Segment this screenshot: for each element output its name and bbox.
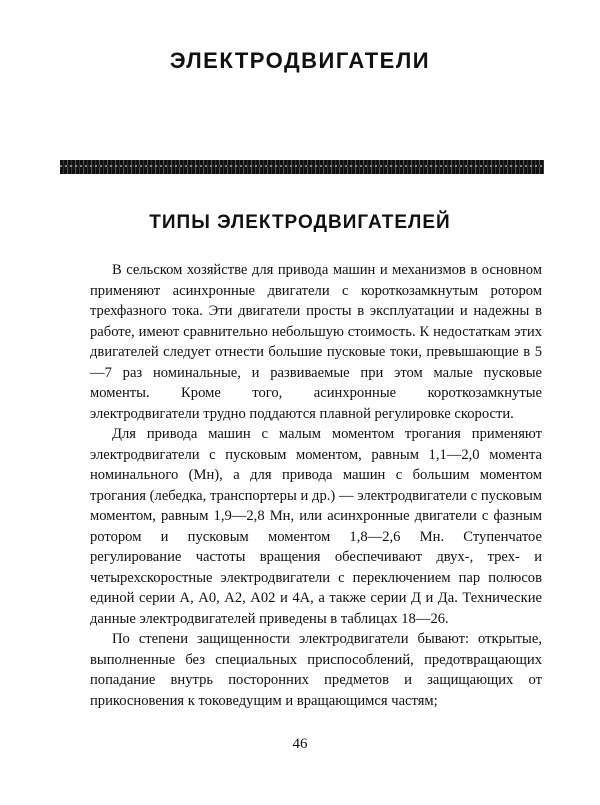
page-number: 46 xyxy=(292,736,308,752)
paragraph: По степени защищенности электродвигатели бывают: открытые, выполненные без специальных приспособлений, предотвращающих попадание внутрь посторонних предметов и защищающих от прикосновения к токоведущим и вращающимся частям; xyxy=(90,631,542,709)
section-title: ТИПЫ ЭЛЕКТРОДВИГАТЕЛЕЙ xyxy=(149,212,451,233)
body-text xyxy=(90,260,542,711)
decorative-rule xyxy=(60,160,544,174)
chapter-title: ЭЛЕКТРОДВИГАТЕЛИ xyxy=(169,48,431,73)
paragraph: Для привода машин с малым моментом трогания применяют электродвигатели с пусковым моментом, равным 1,1—2,0 момента номинального (Mн), а для привода машин с большим моментом трогания (лебедка, транспортеры и др.) — электродвигатели с пусковым моментом, равным 1,9—2,8 Mн, или асинхронные двигатели с фазным ротором и пусковым моментом 1,8—2,6 Mн. Ступенчатое регулирование частоты вращения обеспечивают двух-, трех- и четырехскоростные электродвигатели с переключением пар полюсов единой серии А, А0, А2, А02 и 4А, а также серии Д и Да. Технические данные электродвигателей приведены в таблицах 18—26. xyxy=(90,426,542,627)
paragraph: В сельском хозяйстве для привода машин и механизмов в основном применяют асинхронные двигатели с короткозамкнутым ротором трехфазного тока. Эти двигатели просты в эксплуатации и надежны в работе, имеют сравнительно небольшую стоимость. К недостаткам этих двигателей следует отнести большие пусковые токи, превышающие в 5—7 раз номинальные, и развиваемые при этом малые пусковые моменты. Кроме того, асинхронные короткозамкнутые электродвигатели трудно поддаются плавной регулировке скорости. xyxy=(90,262,542,422)
